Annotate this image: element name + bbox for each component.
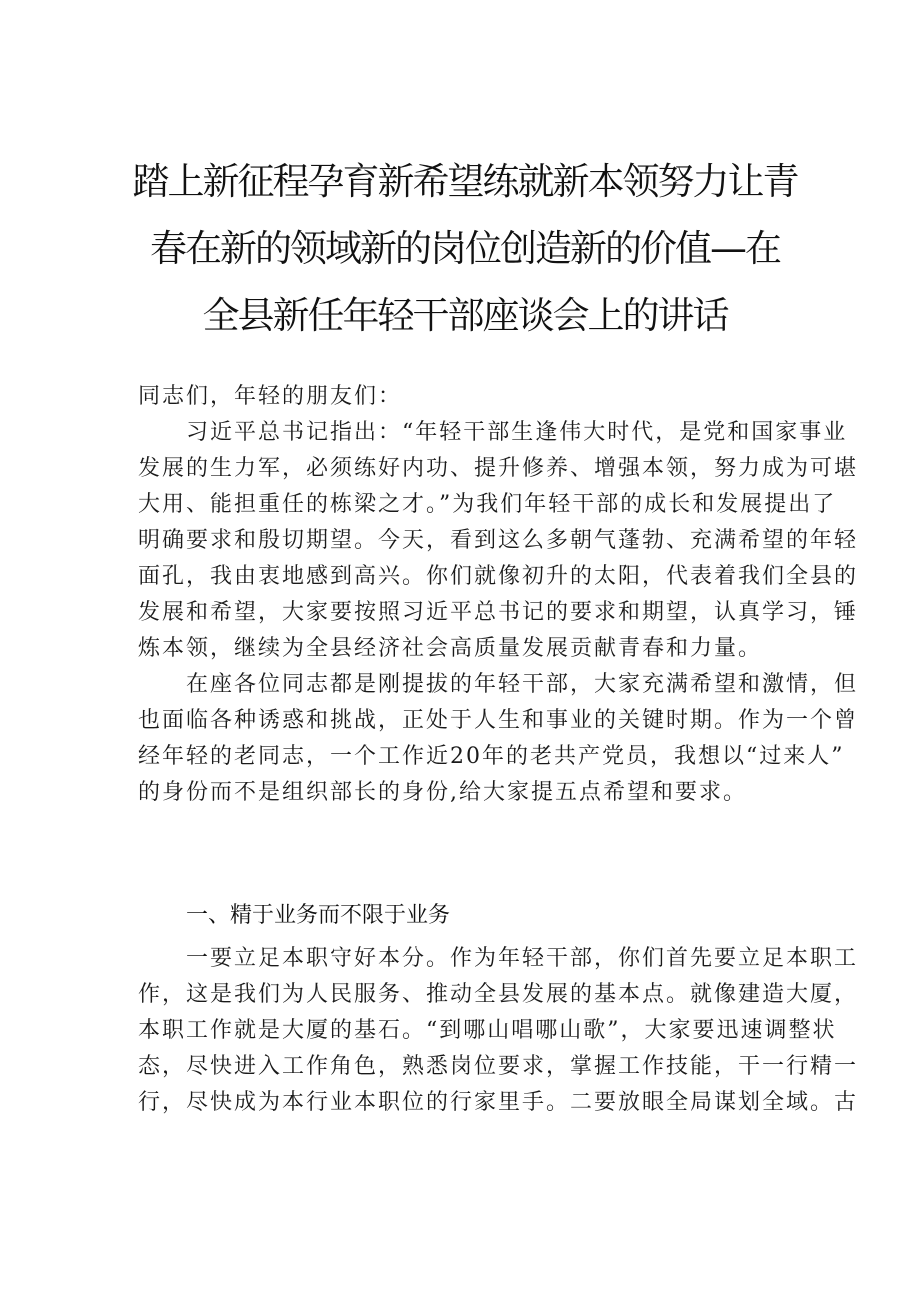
paragraph-line: 大用、能担重任的栋梁之才。”为我们年轻干部的成长和发展提出了 [138,492,837,517]
salutation: 同志们，年轻的朋友们： [138,384,403,409]
paragraph-line: 作，这是我们为人民服务、推动全县发展的基本点。就像建造大厦， [138,982,859,1007]
title-line: 踏上新征程孕育新希望练就新本领努力让青 [132,160,798,203]
paragraph-line: 在座各位同志都是刚提拔的年轻干部，大家充满希望和激情，但 [186,672,859,697]
paragraph-line: 行，尽快成为本行业本职位的行家里手。二要放眼全局谋划全域。古 [138,1090,859,1115]
paragraph-line: 面孔，我由衷地感到高兴。你们就像初升的太阳，代表着我们全县的 [138,564,859,589]
paragraph-line: 的身份而不是组织部长的身份,给大家提五点希望和要求。 [138,780,747,805]
paragraph-line: 也面临各种诱惑和挑战，正处于人生和事业的关键时期。作为一个曾 [138,708,859,733]
paragraph-2 [138,667,859,811]
paragraph-line: 本职工作就是大厦的基石。“到哪山唱哪山歌”，大家要迅速调整状 [138,1018,837,1043]
paragraph-line: 发展和希望，大家要按照习近平总书记的要求和期望，认真学习，锤 [138,600,859,625]
paragraph-line: 明确要求和殷切期望。今天，看到这么多朝气蓬勃、充满希望的年轻 [138,528,859,553]
paragraph-line: 炼本领，继续为全县经济社会高质量发展贡献青春和力量。 [138,636,763,661]
paragraph-line: 发展的生力军，必须练好内功、提升修养、增强本领，努力成为可堪 [138,456,859,481]
paragraph-line: 习近平总书记指出：“年轻干部生逢伟大时代，是党和国家事业 [186,420,848,445]
paragraph-line: 态，尽快进入工作角色，熟悉岗位要求，掌握工作技能，干一行精一 [138,1054,859,1079]
paragraph-line: 一要立足本职守好本分。作为年轻干部，你们首先要立足本职工 [186,946,859,971]
title-line: 春在新的领域新的岗位创造新的价值—在 [150,227,780,270]
paragraph-1 [138,415,859,667]
document-title [120,148,810,349]
document-body [138,379,859,811]
paragraph-3 [138,941,859,1121]
title-line: 全县新任年轻干部座谈会上的讲话 [202,294,728,337]
section-heading: 一、精于业务而不限于业务 [186,903,451,928]
paragraph-line: 经年轻的老同志，一个工作近20年的老共产党员，我想以“过来人” [138,744,845,769]
